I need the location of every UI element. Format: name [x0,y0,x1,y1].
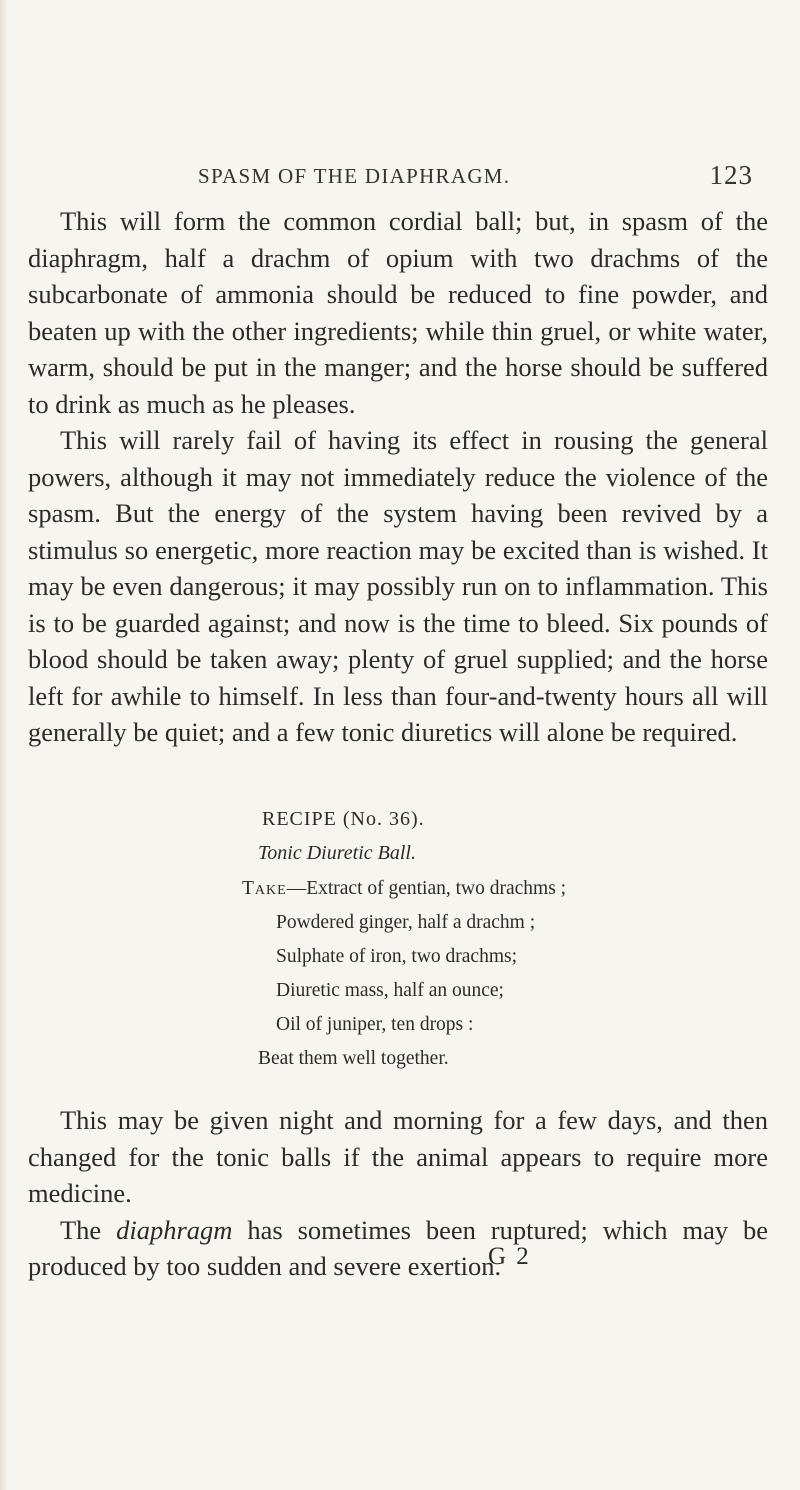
paragraph-4 [28,1212,768,1285]
recipe-line-1 [242,878,566,900]
body-text [28,203,768,751]
closing-text [28,1102,768,1285]
recipe-ingredient: Oil of juniper, ten drops : [276,1014,474,1035]
recipe-title: RECIPE (No. 36). [262,808,425,830]
recipe-ingredient: Diuretic mass, half an ounce; [276,980,504,1001]
running-head: SPASM OF THE DIAPHRAGM. [198,164,511,188]
page-header [198,160,753,200]
page-number: 123 [709,160,753,190]
recipe-ingredient: Powdered ginger, half a drachm ; [276,912,536,933]
recipe-ingredient: —Extract of gentian, two drachms ; [286,878,567,899]
page-edge-shadow [0,0,8,1490]
recipe-ingredient: Sulphate of iron, two drachms; [276,946,517,967]
paragraph-1: This will form the common cordial ball; but, in spasm of the diaphragm, half a drachm of opium with two drachms of the subcarbonate of ammonia should be reduced to fine powder, and beaten up with the other ingredients; while thin gruel, or white water, warm, should be put in the manger; and the horse should be suffered to drink as much as he pleases. [28,206,768,419]
signature-mark: G 2 [488,1243,531,1270]
paragraph-4-start: The [60,1214,117,1245]
paragraph-4-italic: diaphragm [116,1214,233,1245]
paragraph-4-end: has sometimes been ruptured; which may be produced by too sudden and severe exertion. [28,1214,769,1281]
paragraph-3: This may be given night and morning for a few days, and then changed for the tonic balls if the animal appears to require more medicine. [28,1105,768,1208]
recipe-name: Tonic Diuretic Ball. [258,842,416,864]
paragraph-2: This will rarely fail of having its effect in rousing the general powers, although it may not immediately reduce the violence of the spasm. But the energy of the system having been revived by a stimulus so energetic, more reaction may be excited than is wished. It may be even dangerous; it may possibly run on to inflammation. This is to be guarded against; and now is the time to bleed. Six pounds of blood should be taken away; plenty of gruel supplied; and the horse left for awhile to himself. In less than four-and-twenty hours all will generally be quiet; and a few tonic diuretics will alone be required. [28,425,768,747]
recipe-instruction: Beat them well together. [258,1048,449,1069]
recipe-take-word: Take [242,878,287,899]
